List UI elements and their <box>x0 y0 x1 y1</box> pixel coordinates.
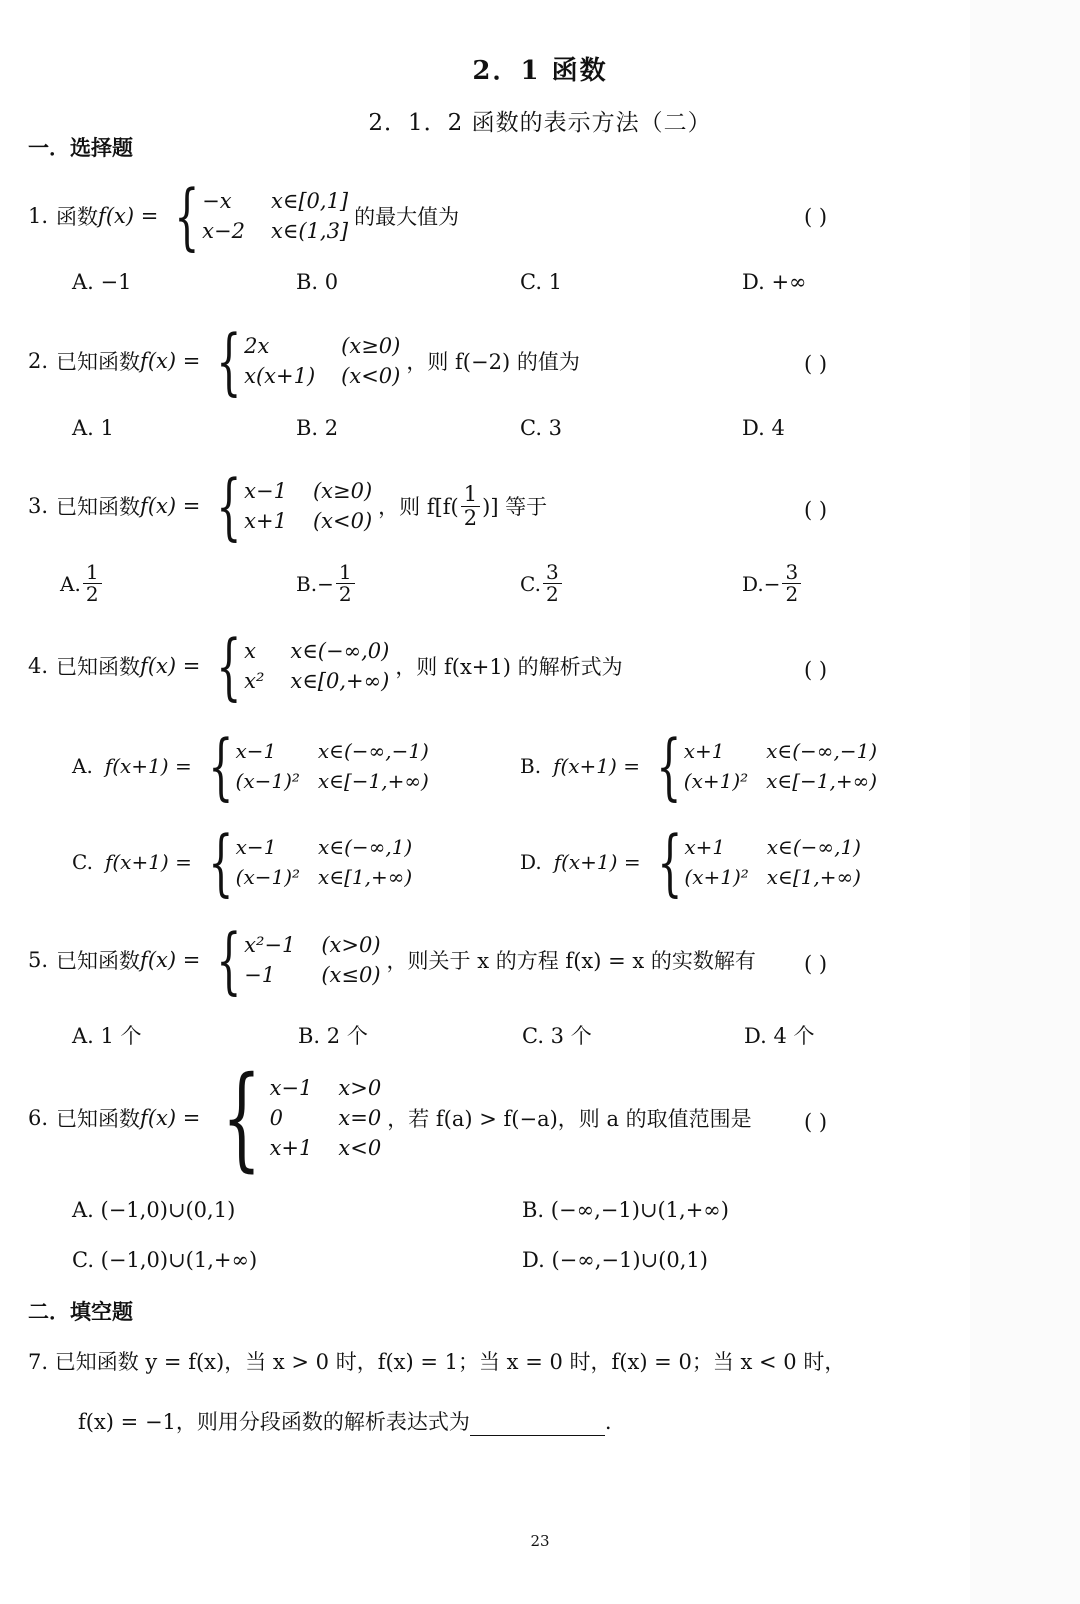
question-3 <box>28 464 548 548</box>
question-6 <box>28 1053 752 1183</box>
case-cond: (x≤0) <box>321 963 381 987</box>
question-4 <box>28 624 623 708</box>
option-fraction <box>83 562 102 605</box>
piecewise-cases <box>684 739 877 793</box>
question-7-line-1: 7. 已知函数 y = f(x)，当 x > 0 时，f(x) = 1；当 x = 0 时，f(x) = 0；当 x < 0 时， <box>28 1350 846 1374</box>
case-expr: x−1 <box>235 835 277 859</box>
case-expr: (x+1)² <box>684 865 749 889</box>
case-expr: 0 <box>269 1106 283 1130</box>
question-2 <box>28 319 580 403</box>
option-a <box>72 724 435 808</box>
question-prefix: 已知函数 <box>56 655 141 679</box>
left-brace: { <box>656 724 682 808</box>
question-suffix: ，则 f[f( <box>378 495 459 519</box>
case-cond: x<0 <box>338 1136 382 1160</box>
option-fraction <box>782 562 801 605</box>
piecewise-cases <box>684 835 861 889</box>
function-label: f(x) = <box>140 654 201 678</box>
option-sign: − <box>317 571 334 596</box>
option-a: A. 1 <box>72 416 114 440</box>
option-fraction <box>336 562 355 605</box>
case-expr: x² <box>244 669 265 693</box>
piecewise-function <box>198 724 429 808</box>
case-expr: −1 <box>244 963 276 987</box>
case-cond: x∈(−∞,0) <box>290 639 390 663</box>
left-brace: { <box>216 918 242 1002</box>
question-suffix: ，若 f(a) > f(−a)，则 a 的取值范围是 <box>387 1107 752 1131</box>
option-label: C. <box>72 850 93 874</box>
question-suffix: ，则关于 x 的方程 f(x) = x 的实数解有 <box>386 949 756 973</box>
fraction-numerator: 1 <box>83 562 102 584</box>
option-a: A. −1 <box>72 270 132 294</box>
fraction-denominator: 2 <box>85 582 99 606</box>
left-brace: { <box>208 820 234 904</box>
case-cond: x=0 <box>338 1106 382 1130</box>
function-label: f(x) = <box>140 349 201 373</box>
option-label: B. <box>296 571 318 596</box>
option-a: A. 1 个 <box>72 1024 142 1048</box>
scan-edge-shade <box>970 0 1080 1604</box>
case-cond: (x>0) <box>321 933 381 957</box>
fraction-numerator: 3 <box>782 562 801 584</box>
option-label: A. <box>60 571 81 596</box>
case-expr: x <box>244 639 256 663</box>
question-prefix: 已知函数 <box>56 350 141 374</box>
piecewise-function <box>646 724 878 808</box>
option-c: C. 1 <box>520 270 563 294</box>
option-b: B. (−∞,−1)∪(1,+∞) <box>522 1198 729 1222</box>
question-prefix: 函数 <box>56 205 99 229</box>
question-1 <box>28 174 460 258</box>
option-b: B. 0 <box>296 270 339 294</box>
case-expr: (x+1)² <box>683 769 749 793</box>
option-label: C. <box>520 571 541 596</box>
option-c: C. 3 个 <box>522 1024 592 1048</box>
option-d: D. (−∞,−1)∪(0,1) <box>522 1248 708 1272</box>
section-heading-fill: 二．填空题 <box>28 1299 133 1324</box>
case-expr: x²−1 <box>244 933 296 957</box>
option-d: D. 4 个 <box>744 1024 815 1048</box>
question-7-line-2 <box>78 1406 612 1436</box>
case-cond: x∈(−∞,−1) <box>317 739 429 763</box>
case-cond: (x≥0) <box>312 479 373 503</box>
case-expr: (x−1)² <box>235 865 301 889</box>
case-cond: x∈(−∞,1) <box>318 835 413 859</box>
left-brace: { <box>222 1053 262 1183</box>
answer-bracket: ( ) <box>804 352 828 376</box>
fraction-numerator: 1 <box>461 483 480 506</box>
piecewise-cases <box>270 1076 382 1160</box>
case-cond: x∈(−∞,−1) <box>766 739 878 763</box>
case-expr: x+1 <box>244 509 287 533</box>
question-number: 5. <box>28 948 49 972</box>
left-brace: { <box>216 319 242 403</box>
question-prefix: 已知函数 <box>56 495 141 519</box>
case-cond: (x<0) <box>341 364 401 388</box>
option-label: B. <box>520 754 542 778</box>
option-c: C. 3 <box>520 416 563 440</box>
case-cond: x∈[−1,+∞) <box>317 769 429 793</box>
option-a <box>60 562 104 605</box>
left-brace: { <box>174 174 200 258</box>
piecewise-cases <box>236 835 413 889</box>
question-number: 1. <box>28 204 49 228</box>
fraction-numerator: 1 <box>336 562 355 584</box>
piecewise-function <box>206 1053 382 1183</box>
left-brace: { <box>656 820 683 904</box>
option-label: D. <box>520 850 542 874</box>
fraction-one-half <box>461 483 480 528</box>
function-label: f(x) = <box>140 948 201 972</box>
case-cond: x∈[1,+∞) <box>318 865 413 889</box>
option-label: D. <box>742 571 764 596</box>
function-label: f(x+1) = <box>553 754 640 778</box>
answer-blank[interactable] <box>470 1415 605 1436</box>
option-d <box>520 820 867 904</box>
question-prefix: 已知函数 <box>56 949 141 973</box>
function-label: f(x) = <box>140 494 201 518</box>
option-fraction <box>543 562 562 605</box>
left-brace: { <box>216 464 242 548</box>
piecewise-cases <box>244 639 389 693</box>
fraction-denominator: 2 <box>545 582 559 606</box>
case-expr: −x <box>202 189 232 213</box>
function-label: f(x+1) = <box>104 754 192 778</box>
option-c <box>520 562 564 605</box>
case-expr: 2x <box>244 334 270 358</box>
case-cond: x∈[−1,+∞) <box>766 769 878 793</box>
option-d: D. 4 <box>742 416 785 440</box>
piecewise-function <box>164 174 349 258</box>
piecewise-cases <box>202 189 348 243</box>
case-expr: x(x+1) <box>244 364 316 388</box>
case-expr: x−1 <box>269 1076 313 1100</box>
fraction-denominator: 2 <box>338 582 352 606</box>
piecewise-cases <box>244 479 372 533</box>
question-5 <box>28 918 756 1002</box>
answer-bracket: ( ) <box>804 952 828 976</box>
case-cond: (x<0) <box>312 509 373 533</box>
case-expr: x−1 <box>244 479 287 503</box>
question-number: 3. <box>28 494 49 518</box>
answer-bracket: ( ) <box>804 658 828 682</box>
case-expr: x−1 <box>235 739 277 763</box>
option-b <box>296 562 357 605</box>
question-suffix-end: )] 等于 <box>482 495 548 519</box>
case-cond: x>0 <box>338 1076 382 1100</box>
piecewise-function <box>206 624 390 708</box>
case-cond: x∈(1,3] <box>270 219 349 243</box>
case-cond: x∈[1,+∞) <box>766 865 861 889</box>
option-d <box>742 562 803 605</box>
question-7-text: f(x) = −1，则用分段函数的解析表达式为 <box>78 1410 470 1434</box>
chapter-title: 2．1 函数 <box>472 56 608 86</box>
answer-bracket: ( ) <box>804 205 828 229</box>
question-number: 2. <box>28 349 49 373</box>
question-suffix: 的最大值为 <box>354 205 460 229</box>
piecewise-cases <box>244 933 380 987</box>
case-expr: x+1 <box>269 1136 313 1160</box>
function-label: f(x) = <box>140 1106 201 1130</box>
option-c <box>72 820 418 904</box>
section-title: 2．1．2 函数的表示方法（二） <box>368 110 712 136</box>
option-label: A. <box>72 754 93 778</box>
option-b: B. 2 <box>296 416 339 440</box>
question-suffix: ，则 f(x+1) 的解析式为 <box>395 655 623 679</box>
option-a: A. (−1,0)∪(0,1) <box>72 1198 236 1222</box>
left-brace: { <box>208 724 234 808</box>
case-expr: x−2 <box>202 219 245 243</box>
question-7-period: . <box>604 1410 612 1434</box>
question-suffix: ，则 f(−2) 的值为 <box>406 350 580 374</box>
fraction-denominator: 2 <box>463 505 478 530</box>
case-expr: (x−1)² <box>235 769 300 793</box>
piecewise-function <box>206 319 401 403</box>
piecewise-function <box>647 820 861 904</box>
question-prefix: 已知函数 <box>56 1107 141 1131</box>
case-cond: x∈[0,+∞) <box>290 669 390 693</box>
answer-bracket: ( ) <box>804 1110 828 1134</box>
function-label: f(x+1) = <box>553 850 641 874</box>
left-brace: { <box>216 624 242 708</box>
page-number: 23 <box>530 1532 550 1550</box>
piecewise-function <box>206 918 381 1002</box>
section-heading-choice: 一．选择题 <box>28 135 133 160</box>
case-cond: x∈(−∞,1) <box>766 835 861 859</box>
case-expr: x+1 <box>684 835 726 859</box>
option-d: D. +∞ <box>742 270 807 294</box>
case-cond: x∈[0,1] <box>270 189 349 213</box>
piecewise-function <box>206 464 373 548</box>
option-b <box>520 724 883 808</box>
fraction-denominator: 2 <box>785 582 799 606</box>
option-b: B. 2 个 <box>298 1024 368 1048</box>
option-c: C. (−1,0)∪(1,+∞) <box>72 1248 258 1272</box>
piecewise-cases <box>244 334 400 388</box>
option-sign: − <box>763 571 781 596</box>
question-number: 4. <box>28 654 49 678</box>
question-number: 6. <box>28 1106 49 1130</box>
answer-bracket: ( ) <box>804 498 828 522</box>
case-cond: (x≥0) <box>341 334 401 358</box>
function-label: f(x) = <box>98 204 159 228</box>
piecewise-cases <box>236 739 429 793</box>
fraction-numerator: 3 <box>543 562 562 584</box>
case-expr: x+1 <box>683 739 725 763</box>
piecewise-function <box>198 820 413 904</box>
function-label: f(x+1) = <box>104 850 192 874</box>
